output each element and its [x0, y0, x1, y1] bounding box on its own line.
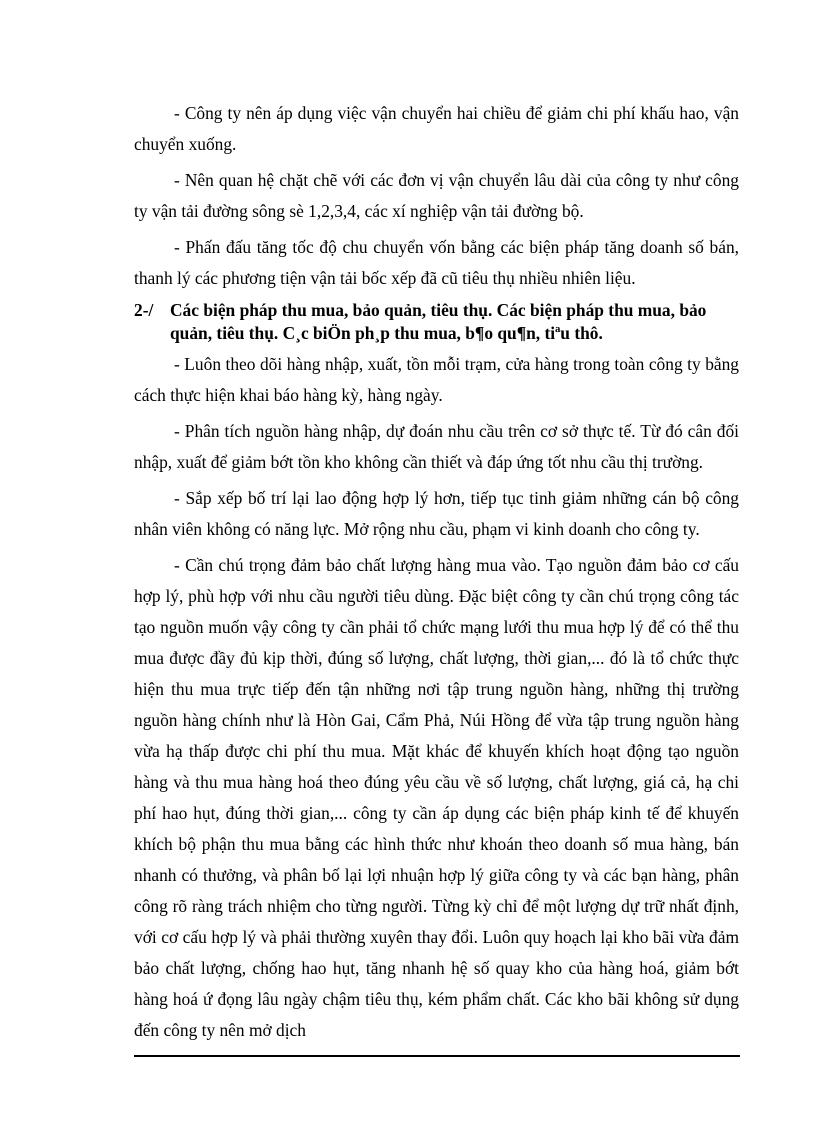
section-number: 2-/	[134, 300, 154, 320]
paragraph-labor-arrangement: - Sắp xếp bố trí lại lao động hợp lý hơn, tiếp tục tinh giảm những cán bộ công nhân viên không có năng lực. Mở rộng nhu cầu, phạm vi kinh doanh cho công ty.	[134, 488, 739, 539]
paragraph-transport-partners: - Nên quan hệ chặt chẽ với các đơn vị vận chuyển lâu dài của công ty như công ty vận tải đường sông sè 1,2,3,4, các xí nghiệp vận tải đường bộ.	[134, 170, 739, 221]
footer-divider	[134, 1055, 740, 1057]
paragraph-two-way-transport: - Công ty nên áp dụng việc vận chuyển hai chiều để giảm chi phí khấu hao, vận chuyển xuống.	[134, 103, 739, 154]
paragraph-capital-turnover: - Phấn đấu tăng tốc độ chu chuyển vốn bằng các biện pháp tăng doanh số bán, thanh lý các phương tiện vận tải bốc xếp đã cũ tiêu thụ nhiều nhiên liệu.	[134, 237, 739, 288]
section-heading	[134, 299, 739, 345]
paragraph-purchasing-quality: - Cần chú trọng đảm bảo chất lượng hàng mua vào. Tạo nguồn đảm bảo cơ cấu hợp lý, phù hợp với nhu cầu người tiêu dùng. Đặc biệt công ty cần chú trọng công tác tạo nguồn muốn vậy công ty cần phải tổ chức mạng lưới thu mua hợp lý để có thể thu mua được đầy đủ kịp thời, đúng số lượng, chất lượng, thời gian,... đó là tổ chức thực hiện thu mua trực tiếp đến tận những nơi tập trung nguồn hàng, những thị trường nguồn hàng chính như là Hòn Gai, Cẩm Phả, Núi Hồng để vừa tập trung nguồn hàng vừa hạ thấp được chi phí thu mua. Mặt khác để khuyến khích hoạt động tạo nguồn hàng và thu mua hàng hoá theo đúng yêu cầu về số lượng, chất lượng, giá cả, hạ chi phí hao hụt, đúng thời gian,... công ty cần áp dụng các biện pháp kinh tế để khuyến khích bộ phận thu mua bằng các hình thức như khoán theo doanh số mua hàng, bán nhanh có thưởng, và phân bố lại lợi nhuận hợp lý giữa công ty và các bạn hàng, phân công rõ ràng trách nhiệm cho từng người. Từng kỳ chỉ để một lượng dự trữ nhất định, với cơ cấu hợp lý và phải thường xuyên thay đổi. Luôn quy hoạch lại kho bãi vừa đảm bảo chất lượng, chống hao hụt, tăng nhanh hệ số quay kho của hàng hoá, giảm bớt hàng hoá ứ đọng lâu ngày chậm tiêu thụ, kém phẩm chất. Các kho bãi không sử dụng đến công ty nên mở dịch	[134, 555, 739, 1040]
paragraph-inventory-tracking: - Luôn theo dõi hàng nhập, xuất, tồn mỗi trạm, cửa hàng trong toàn công ty bằng cách thực hiện khai báo hàng kỳ, hàng ngày.	[134, 354, 739, 405]
page-body	[134, 98, 739, 1046]
section-title: Các biện pháp thu mua, bảo quản, tiêu thụ. Các biện pháp thu mua, bảo quản, tiêu thụ. C¸c biÖn ph¸p thu mua, b¶o qu¶n, tiªu thô.	[170, 300, 707, 343]
paragraph-source-analysis: - Phân tích nguồn hàng nhập, dự đoán nhu cầu trên cơ sở thực tế. Từ đó cân đối nhập, xuất để giảm bớt tồn kho không cần thiết và đáp ứng tốt nhu cầu thị trường.	[134, 421, 739, 472]
